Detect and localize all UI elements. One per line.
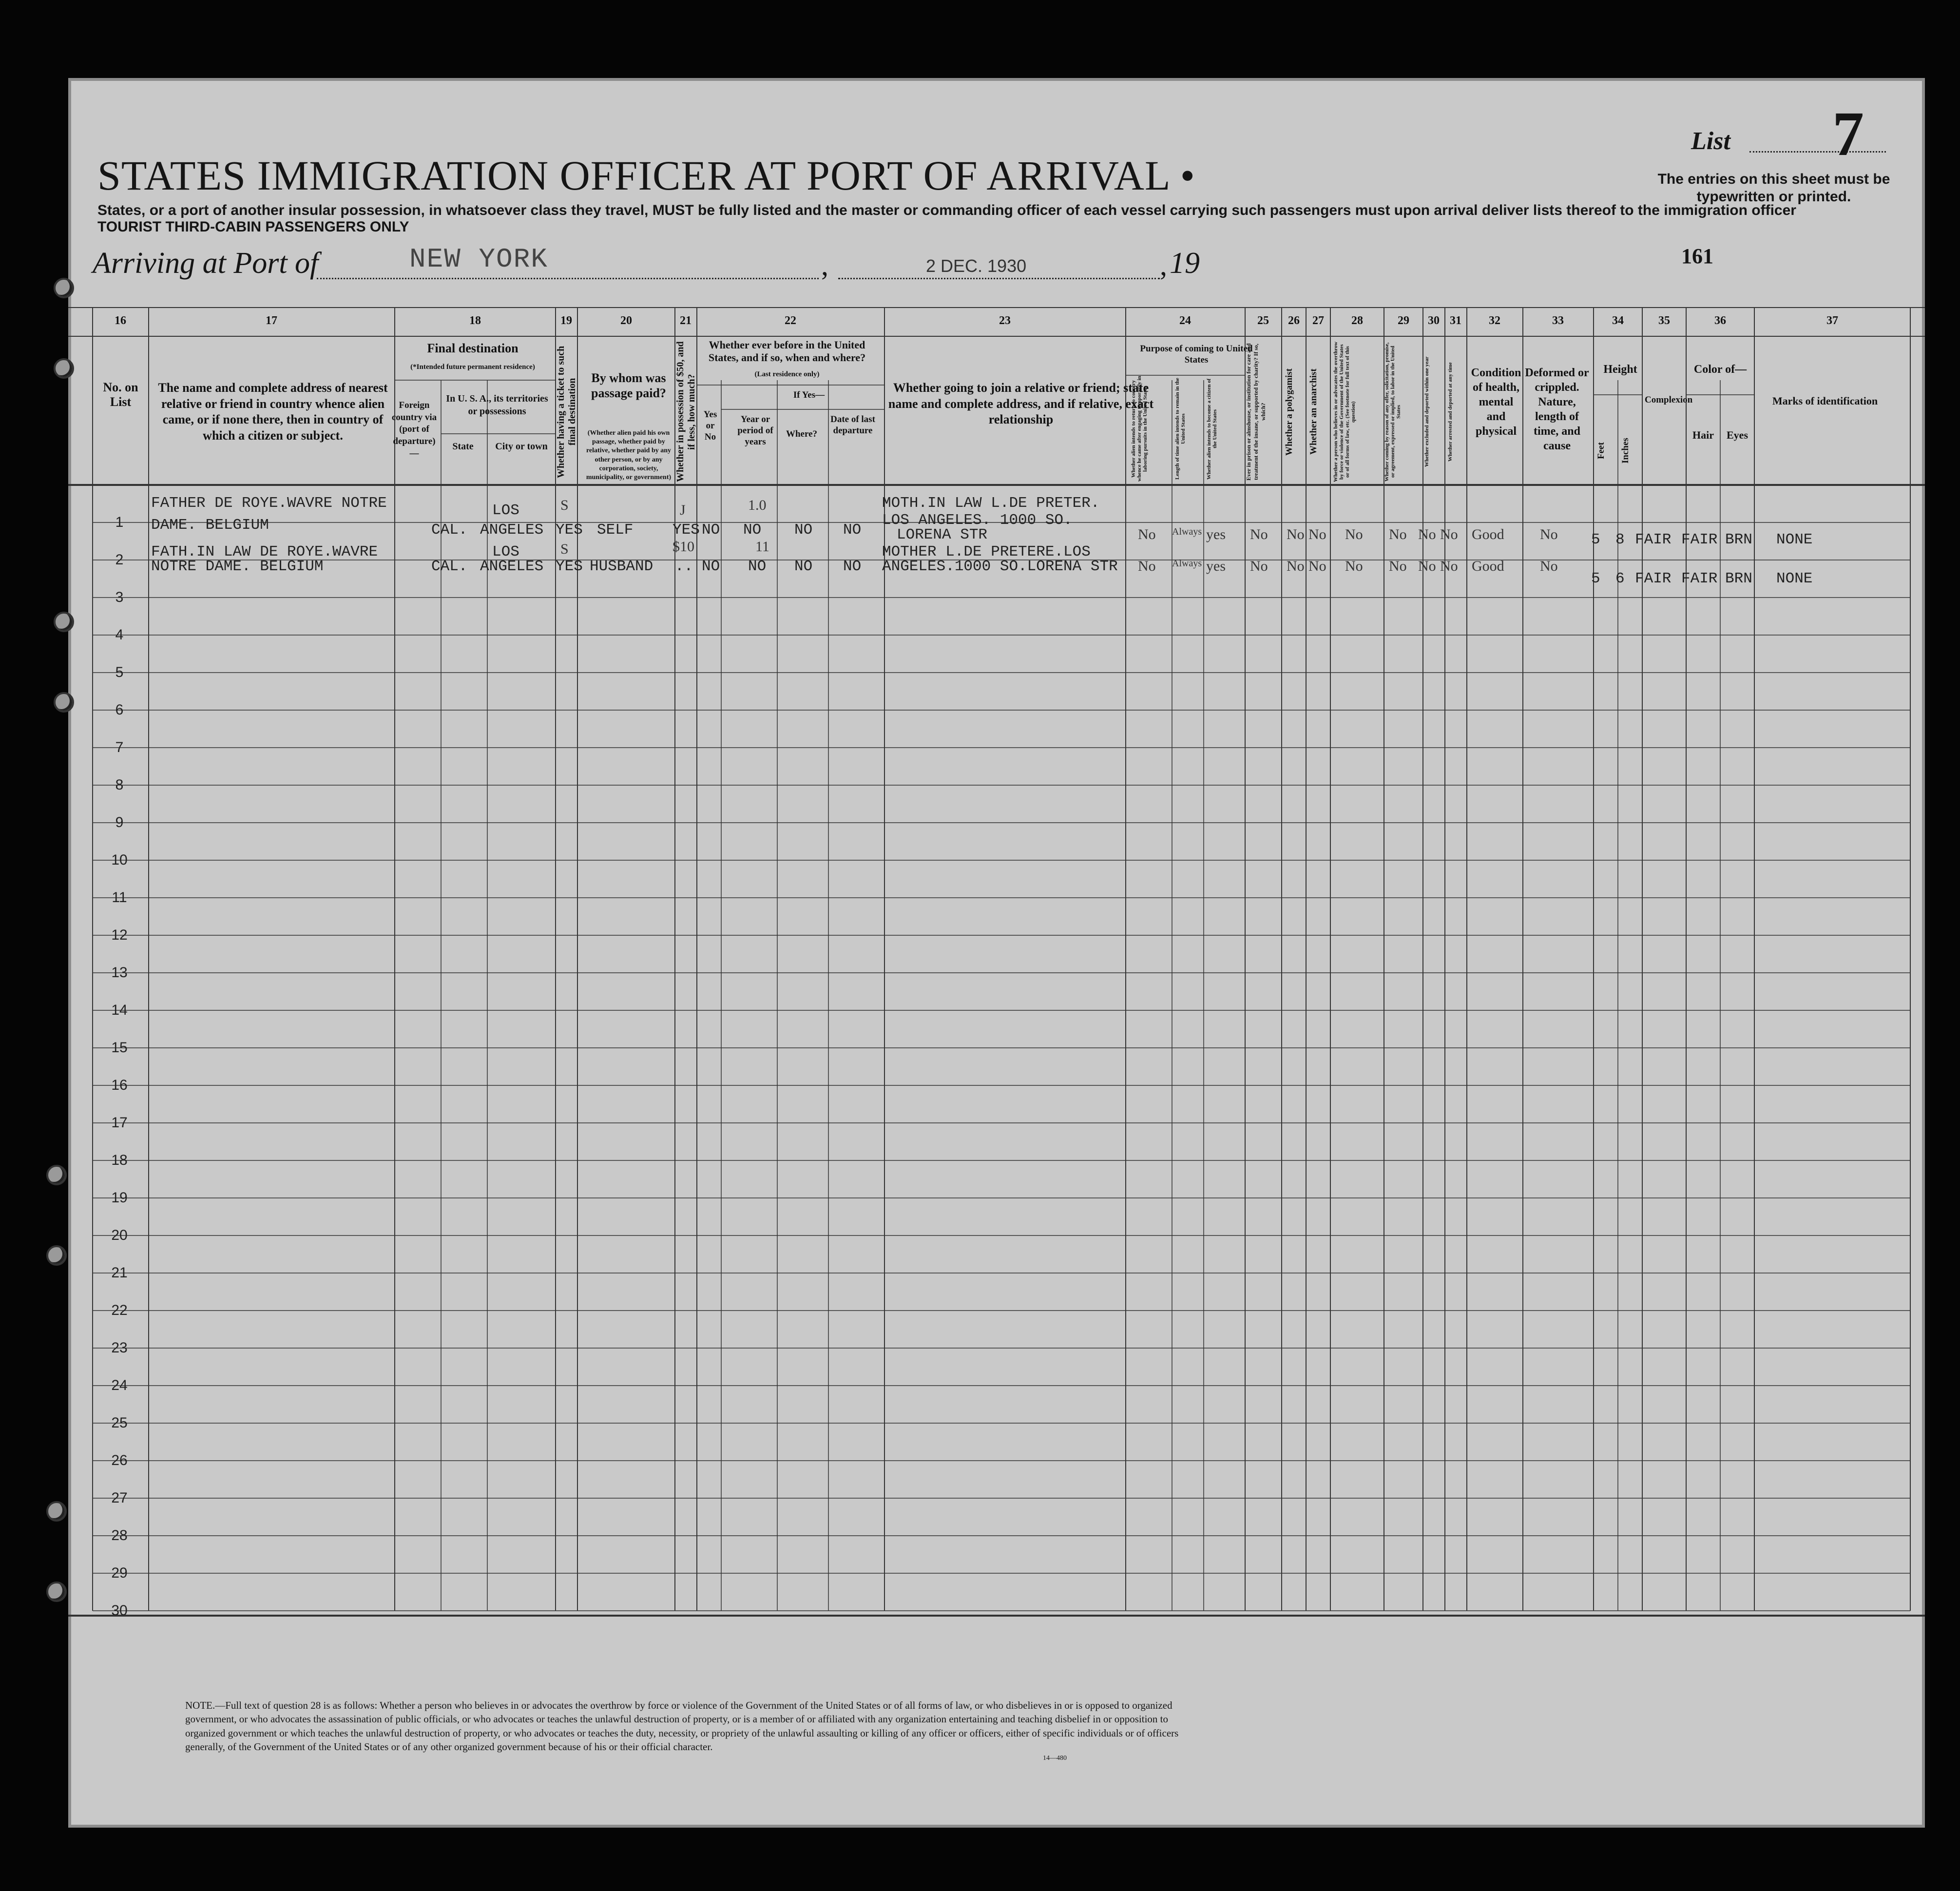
- row1-hair: FAIR: [1681, 531, 1718, 548]
- row1-join-line3: LORENA STR: [897, 526, 988, 543]
- row-number: 11: [112, 889, 127, 906]
- row-number: 3: [115, 589, 124, 605]
- header-c16: No. on List: [103, 380, 138, 409]
- row2-ticket: YES: [556, 558, 583, 575]
- header-c18-foreign: Foreign country via (port of departure)—: [391, 400, 437, 459]
- row-number: 18: [111, 1152, 128, 1168]
- row1-q31: No: [1440, 526, 1458, 542]
- row-number: 24: [111, 1377, 128, 1393]
- row1-prison: No: [1250, 526, 1268, 542]
- row2-citizen: yes: [1206, 558, 1226, 574]
- row-number: 16: [111, 1077, 128, 1093]
- row1-ticket: YES: [556, 521, 583, 539]
- row2-complexion: FAIR: [1635, 570, 1672, 587]
- header-c19: Whether having a ticket to such final destination: [556, 346, 577, 478]
- row1-paid-by: SELF: [597, 521, 634, 539]
- row2-ticket-annotation: S: [560, 541, 569, 557]
- row-number: 20: [111, 1227, 128, 1243]
- header-c34-feet: Feet: [1596, 442, 1606, 460]
- column-number: 20: [620, 314, 632, 327]
- row2-relative-line2: NOTRE DAME. BELGIUM: [151, 558, 324, 575]
- header-c36-hair: Hair: [1692, 429, 1714, 441]
- row1-before-date: NO: [843, 521, 862, 539]
- column-number: 31: [1450, 314, 1461, 327]
- row2-money-annotation: $10: [673, 539, 694, 555]
- column-number: 21: [680, 314, 692, 327]
- header-c18-state: State: [452, 441, 474, 452]
- binder-hole: [54, 358, 74, 379]
- header-c35: Complexion: [1645, 395, 1693, 405]
- column-number: 32: [1489, 314, 1500, 327]
- column-number: 27: [1312, 314, 1324, 327]
- row2-return-intent: No: [1138, 558, 1156, 574]
- header-c28: Whether a person who believes in or advocates the overthrow by force or violence of the Government of the United States or of all forms of law, etc. (See footnote for full text of this question): [1333, 341, 1356, 482]
- instructions-text: States, or a port of another insular possession, in whatsoever class they travel, MUST be fully listed and the master or commanding officer of each vessel carrying such passengers must upon arrival deliver lists thereof to the immigration officer TOURIST THIRD-CABIN PASSENGERS ONLY: [97, 202, 1796, 235]
- row-number: 26: [111, 1452, 128, 1468]
- row2-state: CAL.: [431, 558, 468, 575]
- header-c34: Height: [1603, 363, 1637, 376]
- row1-before-where: NO: [794, 521, 813, 539]
- row1-length-stay: Always: [1172, 526, 1202, 537]
- row2-before-where: NO: [794, 558, 813, 575]
- header-c31: Whether arrested and deported at any time: [1447, 362, 1453, 462]
- column-number: 16: [115, 314, 126, 327]
- header-c36: Color of—: [1693, 363, 1747, 376]
- row-number: 22: [111, 1302, 128, 1318]
- binder-hole: [46, 1582, 67, 1602]
- row-number: 5: [115, 664, 124, 680]
- row-number: 6: [115, 702, 124, 718]
- binder-hole: [46, 1501, 67, 1522]
- header-c21: Whether in possession of $50, and if less, how much?: [675, 341, 697, 482]
- row2-anarchist: No: [1308, 558, 1326, 574]
- header-c20: By whom was passage paid?: [591, 371, 666, 401]
- column-number: 19: [560, 314, 572, 327]
- footnote-q28: NOTE.—Full text of question 28 is as follows: Whether a person who believes in or advocates the overthrow by force or violence of the Government of the United States or of all forms of law, or who disbelieves in or is opposed to organized government, or who advocates the assassination of public officials, or who advocates or teaches the unlawful destruction of property, or is a member of or affiliated with any organization entertaining and teaching disbelief in or opposition to organized government or which teaches the unlawful destruction of property, or who advocates or teaches the duty, necessity, or propriety of the unlawful assaulting or killing of any officer or officers, either of specific individuals or of officers generally, of the Government of the United States or of any other organized government because of his or their official character.: [185, 1699, 1179, 1753]
- list-line: [1749, 151, 1886, 153]
- form-number: 14—480: [1043, 1755, 1067, 1762]
- row1-marks: NONE: [1776, 531, 1813, 548]
- header-c18-city: City or town: [495, 441, 548, 452]
- row-number: 14: [111, 1002, 128, 1018]
- list-label: List: [1691, 127, 1730, 155]
- header-c23: Whether going to join a relative or friend; state name and complete address, and if relative, exact relationship: [888, 381, 1154, 426]
- row1-polygamist: No: [1287, 526, 1305, 542]
- port-line: [317, 278, 819, 279]
- row2-before-years: NO: [748, 558, 767, 575]
- row2-city-line2: ANGELES: [480, 558, 544, 575]
- typewritten-note: The entries on this sheet must be typewritten or printed.: [1657, 171, 1890, 205]
- binder-hole: [46, 1165, 67, 1185]
- header-c22-yesno: Yes or No: [703, 409, 717, 442]
- row-number: 27: [111, 1490, 128, 1506]
- row1-before-years: NO: [743, 521, 762, 539]
- row2-length-stay: Always: [1172, 558, 1202, 569]
- column-number: 29: [1398, 314, 1409, 327]
- row2-deformed: No: [1540, 558, 1558, 574]
- row2-health: Good: [1472, 558, 1504, 574]
- row1-ticket-annotation: S: [560, 497, 569, 513]
- header-c18-note: (*Intended future permanent residence): [410, 363, 535, 371]
- column-number: 37: [1826, 314, 1838, 327]
- list-number: 7: [1832, 99, 1864, 169]
- row-number: 23: [111, 1340, 128, 1356]
- header-c18-usa: In U. S. A., its territories or possessions: [446, 393, 548, 417]
- column-number: 17: [266, 314, 277, 327]
- row2-join-line1: MOTHER L.DE PRETERE.LOS: [882, 543, 1091, 560]
- binder-hole: [54, 692, 74, 713]
- row1-anarchist: No: [1308, 526, 1326, 542]
- manifest-sheet: [68, 78, 1925, 1828]
- row-number: 7: [115, 739, 124, 755]
- row2-before-yesno: NO: [702, 558, 720, 575]
- row1-city-line1: LOS: [492, 502, 519, 519]
- header-c24: Purpose of coming to United States: [1140, 344, 1253, 365]
- row2-hair: FAIR: [1681, 570, 1718, 587]
- header-c27: Whether an anarchist: [1308, 368, 1319, 455]
- row-number: 9: [115, 814, 124, 830]
- header-c22-where: Where?: [786, 429, 818, 439]
- row-number: 12: [111, 927, 128, 943]
- header-c22-year: Year or period of years: [737, 414, 773, 447]
- row-number: 10: [111, 852, 128, 868]
- row2-relative-line1: FATH.IN LAW DE ROYE.WAVRE: [151, 543, 378, 560]
- row2-eyes: BRN: [1725, 570, 1752, 587]
- row2-feet: 5: [1591, 570, 1600, 587]
- row-number: 21: [111, 1265, 128, 1281]
- binder-hole: [46, 1245, 67, 1266]
- header-c30: Whether excluded and deported within one year: [1424, 356, 1430, 467]
- row2-before-date: NO: [843, 558, 862, 575]
- header-c29: Whether coming by reason of any offer, solicitation, promise, or agreement, expressed or implied, to labor in the United States: [1384, 342, 1402, 482]
- row-number: 8: [115, 777, 124, 793]
- row2-join-line2: ANGELES.1000 SO.LORENA STR: [882, 558, 1118, 575]
- header-c25: Ever in prison or almshouse, or institution for care and treatment of the insane, or supported by charity? If so, which?: [1245, 343, 1267, 481]
- page-title: STATES IMMIGRATION OFFICER AT PORT OF ARRIVAL •: [97, 152, 1195, 199]
- column-number: 22: [785, 314, 796, 327]
- column-number: 35: [1658, 314, 1670, 327]
- column-number: 36: [1714, 314, 1726, 327]
- row2-money: ..: [675, 558, 693, 575]
- row-number: 25: [111, 1415, 128, 1431]
- header-c26: Whether a polygamist: [1284, 368, 1294, 456]
- row2-polygamist: No: [1287, 558, 1305, 574]
- row1-q28: No: [1345, 526, 1363, 542]
- row1-relative-line2: DAME. BELGIUM: [151, 517, 269, 534]
- header-c37: Marks of identification: [1772, 395, 1878, 407]
- row1-feet: 5: [1591, 531, 1600, 548]
- column-number: 18: [469, 314, 481, 327]
- row1-eyes: BRN: [1725, 531, 1752, 548]
- date-value: 2 DEC. 1930: [926, 256, 1027, 276]
- column-number: 23: [999, 314, 1011, 327]
- row1-inches: 8: [1615, 531, 1625, 548]
- header-c36-eyes: Eyes: [1727, 429, 1748, 441]
- row1-years-annotation: 1.0: [748, 497, 767, 513]
- header-c33: Deformed or crippled. Nature, length of time, and cause: [1525, 367, 1589, 452]
- header-c24a: Whether alien intends to return to country whence he came after engaging temporarily in laboring pursuits in the United States: [1131, 376, 1148, 482]
- arriving-label: Arriving at Port of: [93, 247, 319, 280]
- row-number: 2: [115, 552, 124, 568]
- row-number: 19: [111, 1190, 128, 1206]
- header-c34-inches: Inches: [1620, 438, 1631, 464]
- column-number: 28: [1351, 314, 1363, 327]
- row-number: 15: [111, 1040, 128, 1056]
- row-number: 28: [111, 1527, 128, 1544]
- row2-inches: 6: [1615, 570, 1625, 587]
- row1-deformed: No: [1540, 526, 1558, 542]
- column-number: 24: [1179, 314, 1191, 327]
- row-number: 13: [111, 965, 128, 981]
- row-number: 30: [111, 1602, 128, 1619]
- header-c32: Condition of health, mental and physical: [1471, 367, 1521, 438]
- header-c22-note: (Last residence only): [754, 370, 820, 378]
- header-c22: Whether ever before in the United States, and if so, when and where?: [708, 339, 866, 364]
- row1-money: YES: [673, 521, 700, 539]
- header-c24c: Whether alien intends to become a citizen of the United States: [1206, 378, 1218, 480]
- row2-q29: No: [1389, 558, 1407, 574]
- column-number: 26: [1288, 314, 1300, 327]
- row-number: 4: [115, 627, 124, 643]
- row1-before-yesno: NO: [702, 521, 720, 539]
- header-c17: The name and complete address of nearest relative or friend in country whence alien came, or if none there, then in country of which a citizen or subject.: [158, 381, 388, 443]
- row2-paid-by: HUSBAND: [590, 558, 653, 575]
- comma-separator: ,: [1160, 249, 1167, 281]
- row1-join-line1: MOTH.IN LAW L.DE PRETER.: [882, 495, 1100, 512]
- row1-join-line2: LOS ANGELES. 1000 SO.: [882, 512, 1073, 529]
- column-number: 33: [1552, 314, 1564, 327]
- row2-years-annotation: 11: [755, 539, 769, 555]
- sheet-number: 161: [1681, 244, 1713, 268]
- row1-complexion: FAIR: [1635, 531, 1672, 548]
- header-c20-note: (Whether alien paid his own passage, whether paid by relative, whether paid by any other person, or by any corporation, society, municipality, or government): [586, 429, 672, 481]
- row2-q28: No: [1345, 558, 1363, 574]
- row-number: 1: [115, 514, 124, 530]
- comma-separator: ,: [821, 249, 828, 281]
- row-number: 17: [111, 1115, 128, 1131]
- year-prefix: 19: [1170, 247, 1200, 280]
- row1-city-line2: ANGELES: [480, 521, 544, 539]
- row2-marks: NONE: [1776, 570, 1813, 587]
- row1-health: Good: [1472, 526, 1504, 542]
- row1-citizen: yes: [1206, 526, 1226, 542]
- row1-q29: No: [1389, 526, 1407, 542]
- row1-relative-line1: FATHER DE ROYE.WAVRE NOTRE: [151, 495, 387, 512]
- row2-city-line1: LOS: [492, 543, 519, 560]
- binder-hole: [54, 612, 74, 632]
- row1-money-annotation: J: [680, 502, 686, 518]
- header-c18: Final destination: [427, 341, 519, 355]
- row2-q31: No: [1440, 558, 1458, 574]
- row1-return-intent: No: [1138, 526, 1156, 542]
- row1-q30: No: [1418, 526, 1436, 542]
- column-number: 25: [1257, 314, 1269, 327]
- date-line: [838, 278, 1160, 279]
- row-number: 29: [111, 1565, 128, 1581]
- header-c22-ifyes: If Yes—: [793, 390, 825, 400]
- row2-q30: No: [1418, 558, 1436, 574]
- header-c24b: Length of time alien intends to remain in the United States: [1174, 378, 1186, 480]
- binder-hole: [54, 278, 74, 298]
- column-number: 34: [1612, 314, 1624, 327]
- row1-state: CAL.: [431, 521, 468, 539]
- header-c22-date: Date of last departure: [830, 414, 875, 436]
- row2-prison: No: [1250, 558, 1268, 574]
- port-value: NEW YORK: [409, 244, 548, 275]
- column-number: 30: [1428, 314, 1440, 327]
